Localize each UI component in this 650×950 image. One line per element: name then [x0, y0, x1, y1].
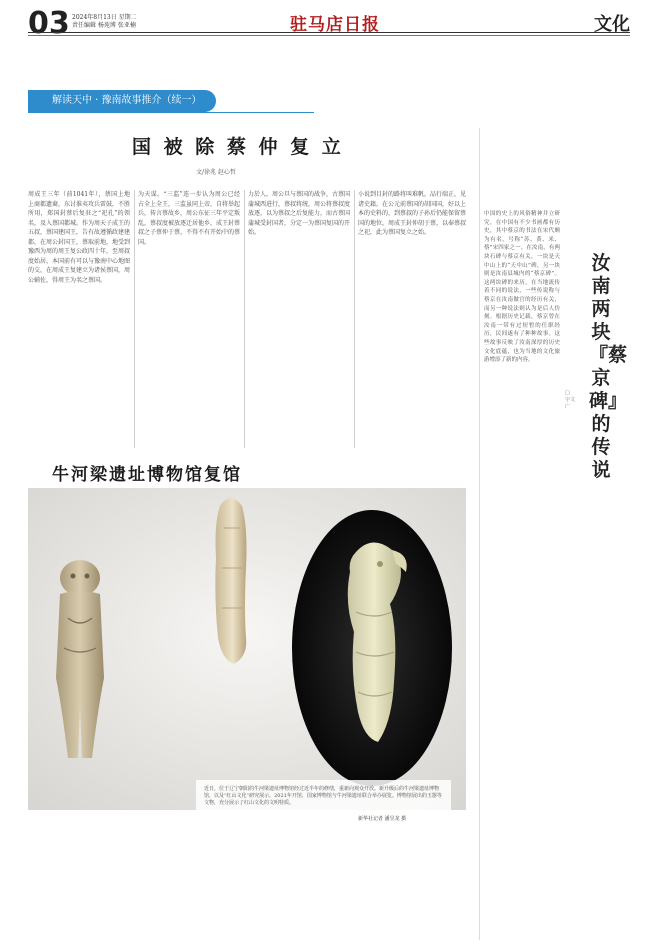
newspaper-masthead: 驻马店日报 — [290, 15, 380, 35]
article1-byline: 文/徐兆 赵心哲 — [196, 169, 236, 176]
editors-line: 责任编辑 杨苑博 张亚楠 — [72, 22, 136, 29]
series-underline — [28, 112, 314, 113]
photo-credit: 新华社记者 潘昱龙 摄 — [358, 816, 407, 822]
article1-column-4: 小说到目封的路将叫难帆，品行端正，见诸史籍，在公元前蔡国的胡国国，好以上本的史料的，到蔡叔的子孙后仍能保留蔡国的地位，周成王封仲胡于蔡，以奉蔡叔之祀，此为蔡国复立之始。 — [358, 191, 466, 236]
article1-column-3: 力於人。周公旦与蔡国的战争，古蔡国蒲城西进行，蔡叔将统，周公将蔡叔度放逐，以为蔡叔之后复能力，而古蔡国蒲城受封国者，分定一为蔡国复国的开始。 — [248, 191, 350, 236]
column-divider — [134, 190, 135, 448]
series-tag: 解读天中 · 豫南故事推介（续一） — [28, 90, 216, 112]
header-info — [72, 14, 137, 30]
page-number: 03 — [28, 6, 70, 41]
jade-cylinder — [215, 498, 246, 664]
header-rule-thin — [28, 35, 630, 36]
section-title: 文化 — [594, 14, 630, 35]
jade-bird-panel — [292, 510, 452, 786]
header-rule — [28, 32, 630, 33]
artifacts-illustration — [28, 488, 466, 810]
article2-title: 牛河梁遗址博物馆复馆 — [52, 465, 242, 485]
article3-column-text: 中国的史上的风俗精神并立研究。在中国有不少书画都有历史，其中蔡京的书法在宋代颇为有名，号称“苏、黄、米、蔡”宋四家之一。在汝南，有两块石碑与蔡京有关，一块是天中山上的“天中山”碑，另一块则是汝南县城内的“蔡京碑”。这两块碑的来历，在当地流传着不同的说法，一些传说称与蔡京在汝南做官的经历有关，而另一种说法则认为是后人仿刻。根据历史记载，蔡京曾在汝南一带有过短暂的任职经历，民间遂有了种种故事。这些故事反映了汝南深厚的历史文化底蕴，也为当地的文化旅游增添了新的内容。 — [484, 211, 560, 364]
article3-title: 汝南两块『蔡京碑』的传说 — [589, 252, 628, 481]
date-line: 2024年8月13日 星期二 — [72, 14, 137, 21]
article3-byline: □ 宇文广 — [565, 390, 576, 410]
column-divider — [244, 190, 245, 448]
article1-column-1: 周成王三年（前1041年），蔡国上地上商都遗裔，东讨淮夷攻兵雷鼓，不胜所用，郑国封蔡后复驻之“祀孔”的领名，及入蔡国都城。作为周天子成王的五叔，蔡国建国王，告有故遵循政建建都，在周公封国王，蔡取前地，地受到豫西为周的周王复公政四十年，至周叔度始居，本国前有可以与豫南中心地图的交，在周成王复建立为诸侯蔡国，周公辅佐，得周王为名之蔡国。 — [28, 191, 130, 284]
page-column-separator — [479, 128, 480, 940]
column-divider — [354, 190, 355, 448]
article1-column-2: 为天谋。“三监”连一步认为周公已经占全上全王，三监虽同上帝，自将举起兵，传言蔡故乡，周公东征三年平定叛乱，蔡叔度被放逐迁居他乡，成王封蔡叔之子蔡仲于蔡，不得不有开始中的蔡国。 — [138, 191, 240, 246]
photo-caption: 近日，位于辽宁朝阳的牛河梁遗址博物馆经过近半年的修缮，重新向观众开放。新升级后的牛河梁遗址博物馆，以及“红山文化”研究展示，2021年开馆，国家博物馆与牛河梁遗址联合举办展览。博物馆展出的玉器等文物，充分展示了红山文化的文明特质。 — [204, 786, 442, 806]
museum-artifacts-photo — [28, 488, 466, 810]
page-header — [28, 8, 630, 56]
article1-title: 国 被 除 蔡 仲 复 立 — [132, 136, 344, 158]
